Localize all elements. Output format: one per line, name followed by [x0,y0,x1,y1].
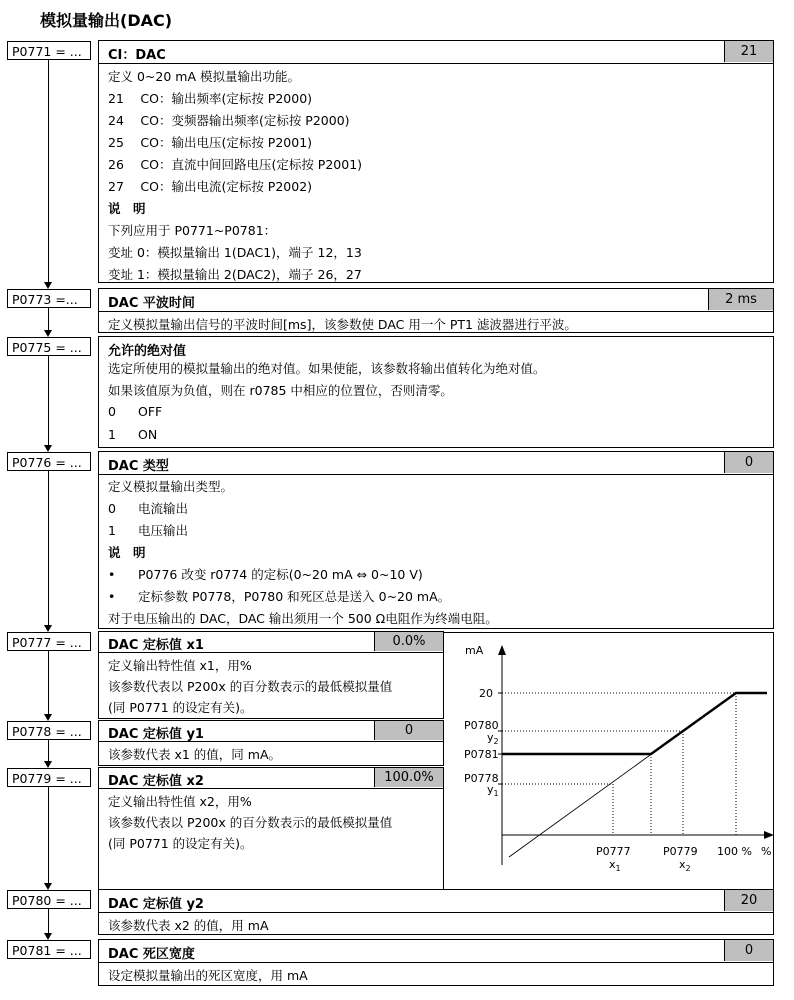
param-block-p0781 [98,939,774,986]
desc-line: 该参数代表 x2 的值，用 mA [108,918,269,933]
note-heading: 说 明 [108,545,146,560]
param-default-value: 100.0% [374,768,443,787]
arrow-down-icon [44,933,52,940]
arrow-down-icon [44,883,52,890]
footer-line: 对于电压输出的 DAC，DAC 输出须用一个 500 Ω电阻作为终端电阻。 [108,611,498,626]
param-name: DAC 定标值 y2 [108,897,204,912]
note-line: 变址 0：模拟量输出 1(DAC1)，端子 12，13 [108,245,362,260]
param-name: DAC 死区宽度 [108,947,195,962]
param-block-p0777 [98,631,444,719]
option-line: 27 CO：输出电流(定标按 P2002) [108,179,313,194]
y1-label: $y_1$ [487,783,499,798]
param-block-p0779 [98,767,444,890]
x-p0777-label: P0777 [596,845,631,858]
param-name: DAC 定标值 x1 [108,638,204,653]
arrow-down-icon [44,330,52,337]
connector-line [48,60,49,282]
param-id-p0777: P0777 = ... [7,632,91,651]
param-default-value: 2 ms [708,289,773,310]
x2-label: $x_2$ [679,858,691,873]
desc-line: 该参数代表以 P200x 的百分数表示的最低模拟量值 [108,679,393,694]
connector-line [48,651,49,714]
desc-line: (同 P0771 的设定有关)。 [108,700,253,715]
y-axis-arrow-icon [498,645,506,655]
arrow-down-icon [44,625,52,632]
arrow-down-icon [44,761,52,768]
param-block-p0773 [98,288,774,333]
desc-line: 该参数代表以 P200x 的百分数表示的最低模拟量值 [108,815,393,830]
connector-line [48,471,49,625]
characteristic-curve [502,693,767,754]
param-default-value: 20 [724,890,773,911]
desc-line: 该参数代表 x1 的值，同 mA。 [108,747,281,762]
bullet-item: • 定标参数 P0778，P0780 和死区总是送入 0~20 mA。 [108,589,451,604]
param-name: 允许的绝对值 [108,344,187,359]
param-block-p0775 [98,336,774,448]
desc-line: 定义 0~20 mA 模拟量输出功能。 [108,69,300,84]
param-block-p0780 [98,889,774,935]
option-line: 0 电流输出 [108,501,189,516]
param-id-p0773: P0773 =... [7,289,91,308]
desc-line: 选定所使用的模拟量输出的绝对值。如果使能，该参数将输出值转化为绝对值。 [108,361,546,376]
param-block-p0778 [98,720,444,766]
param-default-value: 0 [374,721,443,740]
y20-label: 20 [479,687,493,700]
option-line: 21 CO：输出频率(定标按 P2000) [108,91,313,106]
desc-line: 设定模拟量输出的死区宽度，用 mA [108,968,308,983]
param-name: CI：DAC [108,48,166,63]
param-id-p0779: P0779 = ... [7,768,91,787]
desc-line: (同 P0771 的设定有关)。 [108,836,253,851]
x-p0779-label: P0779 [663,845,698,858]
param-name: DAC 类型 [108,459,169,474]
desc-line: 定义模拟量输出类型。 [108,479,234,494]
option-line: 25 CO：输出电压(定标按 P2001) [108,135,313,150]
param-id-p0780: P0780 = ... [7,890,91,909]
arrow-down-icon [44,714,52,721]
desc-line: 如果该值原为负值，则在 r0785 中相应的位置位，否则清零。 [108,383,453,398]
arrow-down-icon [44,445,52,452]
param-default-value: 0 [724,940,773,961]
option-line: 1 电压输出 [108,523,189,538]
connector-line [48,308,49,330]
x100-label: 100 % [717,845,752,858]
p0781-label: P0781 [464,748,499,761]
param-default-value: 0.0% [374,632,443,651]
param-id-p0778: P0778 = ... [7,721,91,740]
note-heading: 说 明 [108,201,146,216]
param-id-p0776: P0776 = ... [7,452,91,471]
desc-line: 定义模拟量输出信号的平波时间[ms]，该参数使 DAC 用一个 PT1 滤波器进行平波。 [108,317,577,332]
output-characteristic-diagram [443,632,774,890]
option-line: 24 CO：变频器输出频率(定标按 P2000) [108,113,350,128]
arrow-down-icon [44,282,52,289]
connector-line [48,787,49,883]
y-unit-label: mA [465,644,484,657]
connector-line [48,356,49,445]
param-block-p0776 [98,451,774,629]
option-line: 26 CO：直流中间回路电压(定标按 P2001) [108,157,363,172]
page-title: 模拟量输出(DAC) [40,11,173,30]
param-id-p0775: P0775 = ... [7,337,91,356]
param-id-p0771: P0771 = ... [7,41,91,60]
option-line: 0 OFF [108,404,163,419]
y2-label: $y_2$ [487,731,499,746]
x-axis-arrow-icon [764,831,773,839]
desc-line: 定义输出特性值 x1，用% [108,658,252,673]
characteristic-svg [443,633,773,889]
bullet-item: • P0776 改变 r0774 的定标(0~20 mA ⇔ 0~10 V) [108,567,423,582]
option-line: 1 ON [108,427,158,442]
param-id-p0781: P0781 = ... [7,940,91,959]
connector-line [48,740,49,761]
p0778-label: P0778 [464,772,499,785]
param-default-value: 0 [724,452,773,473]
param-name: DAC 平波时间 [108,296,195,311]
param-name: DAC 定标值 x2 [108,774,204,789]
connector-line [48,909,49,933]
param-block-p0771 [98,40,774,283]
note-line: 变址 1：模拟量输出 2(DAC2)，端子 26，27 [108,267,362,282]
note-line: 下列应用于 P0771~P0781： [108,223,277,238]
param-default-value: 21 [724,41,773,62]
x1-label: $x_1$ [609,858,621,873]
param-name: DAC 定标值 y1 [108,727,204,742]
x-unit-label: % [761,845,772,858]
desc-line: 定义输出特性值 x2，用% [108,794,252,809]
p0780-label: P0780 [464,719,499,732]
